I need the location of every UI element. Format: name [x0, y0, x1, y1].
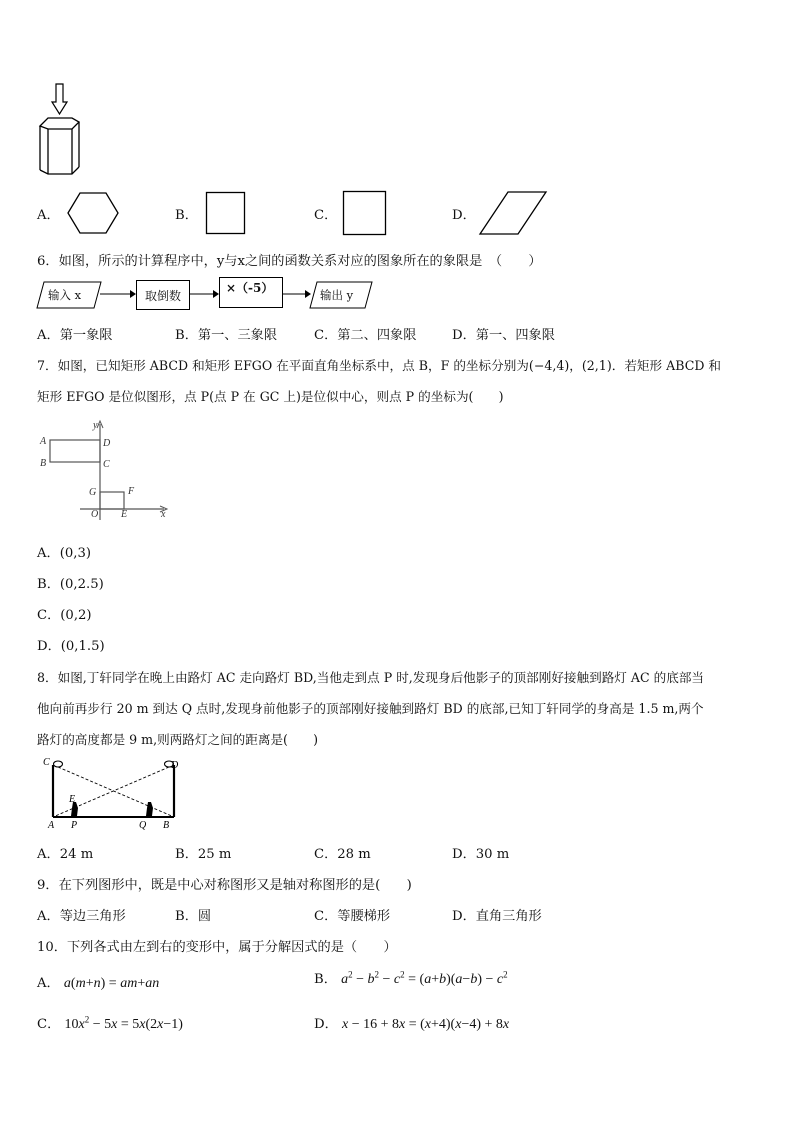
option-letter: D． [37, 639, 61, 654]
option-letter: C． [314, 847, 338, 862]
label-f: F [128, 486, 135, 497]
arrow-icon [283, 288, 311, 300]
q8-stem-line2: 他向前再步行 20 m 到达 Q 点时,发现身前他影子的顶部刚好接触到路灯 BD 的底部,已知丁轩同学的身高是 1.5 m,两个 [37, 701, 704, 716]
option-text: 第二、四象限 [337, 328, 417, 343]
option-a-letter[interactable]: A． [37, 208, 60, 223]
option-letter: A． [37, 546, 60, 561]
option-text: 30 m [475, 847, 510, 862]
option-text: 第一、三象限 [197, 328, 278, 343]
label-a: A [48, 820, 55, 831]
rectangle-shape-b [205, 191, 247, 235]
flow-reciprocal-box [136, 280, 190, 310]
option-letter: B． [37, 577, 60, 592]
q6-stem: 6．如图，所示的计算程序中，y与x之间的函数关系对应的图象所在的象限是 （ ） [37, 254, 542, 269]
option-a[interactable] [37, 324, 112, 343]
label-b: B [40, 458, 47, 469]
option-c[interactable] [37, 1013, 183, 1033]
option-c-letter[interactable]: C． [314, 208, 338, 223]
q8-stem-line3: 路灯的高度都是 9 m,则两路灯之间的距离是( ) [37, 732, 319, 747]
q7-stem-line2: 矩形 EFGO 是位似图形，点 P(点 P 在 GC 上)是位似中心，则点 P 的坐标为( ) [37, 389, 504, 404]
option-text: (0,2.5) [59, 577, 104, 592]
label-p: P [71, 820, 78, 831]
option-d[interactable] [314, 1013, 509, 1033]
formula-d: x − 16 + 8x = (x+4)(x−4) + 8x [341, 1017, 510, 1032]
option-letter: B． [175, 328, 198, 343]
label-d: D [171, 760, 179, 771]
option-text: 直角三角形 [475, 909, 542, 924]
option-b[interactable] [314, 968, 508, 988]
parallelogram-shape [478, 190, 548, 236]
option-letter: A． [37, 328, 60, 343]
label-c: C [43, 757, 50, 768]
q8-stem-line1: 8．如图,丁轩同学在晚上由路灯 AC 走向路灯 BD,当他走到点 P 时,发现身后他影子的顶部刚好接触到路灯 AC 的底部当 [37, 670, 705, 685]
flow-input-label: 输入 x [48, 288, 82, 302]
option-text: 24 m [59, 847, 94, 862]
option-a[interactable] [37, 843, 93, 862]
option-d-letter[interactable]: D． [452, 208, 476, 223]
option-text: (0,2) [60, 608, 92, 623]
prism-figure [34, 82, 86, 178]
arrow-icon [100, 288, 136, 300]
option-text: 第一、四象限 [475, 328, 555, 343]
square-shape-c [342, 190, 388, 236]
option-b[interactable] [175, 905, 211, 924]
option-a[interactable] [37, 905, 126, 924]
label-a: A [40, 436, 47, 447]
option-letter: B． [314, 972, 337, 987]
option-letter: D． [452, 909, 476, 924]
label-e: E [121, 509, 128, 520]
label-y: y [93, 420, 98, 431]
option-text: 第一象限 [59, 328, 113, 343]
option-b-letter[interactable]: B． [175, 208, 198, 223]
label-q: Q [139, 820, 147, 831]
option-letter: D． [314, 1017, 338, 1032]
option-text: (0,3) [59, 546, 91, 561]
option-letter: D． [452, 847, 476, 862]
option-text: 28 m [337, 847, 371, 862]
q7-coordinate-figure [36, 418, 176, 524]
option-text: 25 m [197, 847, 232, 862]
option-c[interactable] [314, 324, 416, 343]
option-letter: B． [175, 909, 198, 924]
option-c[interactable] [37, 604, 92, 623]
label-d: D [103, 438, 111, 449]
option-letter: C． [37, 608, 61, 623]
label-b: B [163, 820, 170, 831]
label-g: G [89, 487, 97, 498]
formula-b: $a^2 - b^2 - c^2 = (a+b)(a-b) - c^2$ [341, 969, 508, 987]
option-c[interactable] [314, 905, 390, 924]
flow-multiply-box [219, 277, 283, 308]
q10-stem: 10．下列各式由左到右的变形中，属于分解因式的是（ ） [37, 940, 397, 955]
option-d[interactable] [452, 905, 542, 924]
option-d[interactable] [452, 324, 555, 343]
flow-output-label: 输出 y [320, 288, 354, 302]
option-b[interactable] [175, 843, 231, 862]
option-letter: C． [314, 328, 338, 343]
option-letter: A． [37, 976, 60, 991]
q9-stem: 9．在下列图形中，既是中心对称图形又是轴对称图形的是( ) [37, 878, 412, 893]
flow-step2-label: ×（-5） [226, 281, 274, 295]
option-letter: C． [314, 909, 338, 924]
option-a[interactable] [37, 972, 159, 992]
option-text: 等边三角形 [59, 909, 126, 924]
option-letter: A． [37, 847, 60, 862]
option-a[interactable] [37, 542, 91, 561]
formula-c: $10x^2 - 5x = 5x(2x-1)$ [64, 1014, 183, 1032]
label-x: x [161, 509, 166, 520]
option-d[interactable] [37, 635, 105, 654]
q7-stem-line1: 7．如图，已知矩形 ABCD 和矩形 EFGO 在平面直角坐标系中，点 B，F 的坐标分别为(−4,4)，(2,1)．若矩形 ABCD 和 [37, 358, 722, 373]
formula-a: a(m+n) = am+an [63, 976, 160, 991]
label-c: C [103, 459, 110, 470]
arrow-icon [189, 288, 219, 300]
option-c[interactable] [314, 843, 371, 862]
option-letter: B． [175, 847, 198, 862]
q8-streetlight-figure [38, 755, 188, 831]
hexagon-shape [66, 191, 120, 235]
option-letter: D． [452, 328, 476, 343]
option-text: 圆 [197, 909, 212, 924]
option-text: 等腰梯形 [337, 909, 391, 924]
option-letter: A． [37, 909, 60, 924]
option-b[interactable] [175, 324, 277, 343]
option-d[interactable] [452, 843, 509, 862]
flow-step1-label: 取倒数 [144, 288, 181, 303]
label-o: O [91, 509, 99, 520]
option-text: (0,1.5) [60, 639, 105, 654]
option-b[interactable] [37, 573, 104, 592]
option-letter: C． [37, 1017, 61, 1032]
label-e: E [69, 794, 76, 805]
